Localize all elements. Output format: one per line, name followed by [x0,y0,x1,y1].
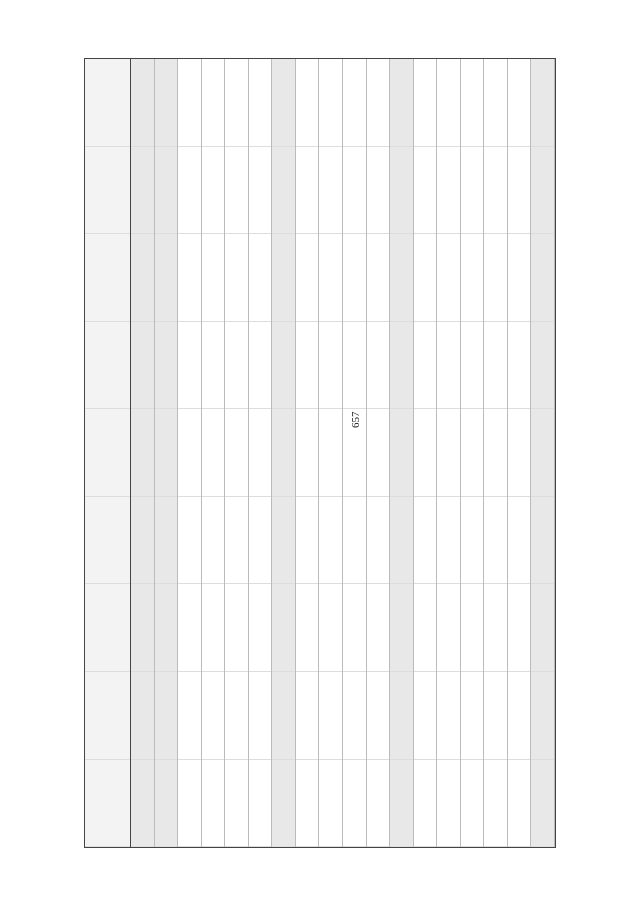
table-cell [296,497,319,585]
table-cell [178,147,201,235]
table-cell [414,497,437,585]
table-cell [367,497,390,585]
table-row [437,59,461,847]
table-row [508,59,532,847]
table-cell [367,322,390,410]
table-cell [155,760,178,848]
table-cell [131,409,154,497]
table-cell [437,322,460,410]
table-cell [225,760,248,848]
table-cell [225,322,248,410]
table-cell [461,760,484,848]
table-cell [484,59,507,147]
table-cell [531,584,554,672]
table-cell [390,672,413,760]
table-cell [437,59,460,147]
table-cell [531,497,554,585]
table-cell [202,760,225,848]
table-cell [178,497,201,585]
table-cell [155,59,178,147]
table-cell [272,409,295,497]
table-cell [508,672,531,760]
table-row [531,59,555,847]
table-cell [202,584,225,672]
table-cell [414,322,437,410]
table-row [178,59,202,847]
table-cell [437,672,460,760]
table-cell [484,760,507,848]
table-row [131,59,155,847]
table-cell [202,234,225,322]
table-cell [225,497,248,585]
table-row [484,59,508,847]
table-cell [178,234,201,322]
table-cell [343,234,366,322]
header-cell [85,497,130,585]
table-row [249,59,273,847]
table-cell [131,760,154,848]
table-cell [390,409,413,497]
table-cell [272,59,295,147]
header-cell [85,59,130,147]
table-row [202,59,226,847]
table-cell [178,59,201,147]
header-cell [85,234,130,322]
table-cell [437,234,460,322]
table-cell [343,497,366,585]
header-cell [85,409,130,497]
table-cell [319,584,342,672]
table-cell [272,672,295,760]
table-cell [367,672,390,760]
table-cell [319,760,342,848]
table-cell [390,760,413,848]
table-cell [437,584,460,672]
table-cell [367,409,390,497]
table-cell [367,59,390,147]
table-cell [508,59,531,147]
table-cell [414,59,437,147]
table-row [296,59,320,847]
table-row [155,59,179,847]
table-cell [319,234,342,322]
header-cell [85,147,130,235]
table-cell [296,234,319,322]
table-cell [225,409,248,497]
table-header [85,59,131,847]
table-cell [484,584,507,672]
table-cell [296,672,319,760]
table-cell [414,584,437,672]
table-cell [484,672,507,760]
table-cell [531,147,554,235]
table-cell [155,497,178,585]
table-cell [484,409,507,497]
table-cell [461,322,484,410]
table-cell [131,672,154,760]
table-row [390,59,414,847]
table-cell [343,672,366,760]
table-cell [178,409,201,497]
table-row [319,59,343,847]
table-cell [178,322,201,410]
table-cell [296,584,319,672]
table-cell [225,147,248,235]
table-cell [390,584,413,672]
table-cell [437,497,460,585]
table-cell [343,59,366,147]
table-cell [508,147,531,235]
table-cell [202,147,225,235]
table-cell [178,760,201,848]
table-cell [508,409,531,497]
table-cell [531,322,554,410]
table-cell [249,59,272,147]
table-cell [202,409,225,497]
table-cell [414,409,437,497]
table-cell [249,409,272,497]
table-cell [508,760,531,848]
table-cell [249,672,272,760]
table-cell [367,584,390,672]
table-row [461,59,485,847]
table-cell [414,234,437,322]
table-cell [390,322,413,410]
table-cell [272,584,295,672]
table-cell [202,497,225,585]
table-cell [343,409,366,497]
table-cell [461,147,484,235]
table-cell [131,147,154,235]
table-cell [484,497,507,585]
table-cell [131,322,154,410]
table-cell [531,760,554,848]
table-cell [319,672,342,760]
table-cell [272,234,295,322]
table-row [343,59,367,847]
table-row [272,59,296,847]
header-cell [85,672,130,760]
table-cell [225,672,248,760]
table-cell [531,59,554,147]
table-cell [319,497,342,585]
table-cell [343,147,366,235]
header-cell [85,760,130,848]
table-cell [461,59,484,147]
table-cell [249,147,272,235]
table-cell [131,234,154,322]
table-cell [296,409,319,497]
table-cell [225,584,248,672]
table-cell [178,584,201,672]
table-cell [249,760,272,848]
table-cell [155,672,178,760]
table-cell [131,584,154,672]
table-cell [319,409,342,497]
table-row [367,59,391,847]
table-cell [155,584,178,672]
table-cell [319,322,342,410]
table-cell [367,147,390,235]
table-cell [272,322,295,410]
table-cell [131,59,154,147]
table-cell [319,59,342,147]
table-row [225,59,249,847]
table-cell [390,497,413,585]
table-cell [155,234,178,322]
table-cell [461,497,484,585]
table-cell [343,760,366,848]
table-cell [437,147,460,235]
table-cell [508,322,531,410]
table-cell [202,672,225,760]
table-cell [437,760,460,848]
table-cell [414,760,437,848]
table-cell [461,672,484,760]
table-cell [343,584,366,672]
table-cell [461,584,484,672]
table-cell [508,584,531,672]
table-cell [296,59,319,147]
table-cell [202,322,225,410]
table-cell [225,234,248,322]
table-cell [484,147,507,235]
table-cell [249,497,272,585]
table-cell [367,234,390,322]
table-cell [390,147,413,235]
table-cell [296,760,319,848]
table-cell [296,147,319,235]
table-cell [414,672,437,760]
table-cell [343,322,366,410]
table-cell [508,497,531,585]
table-cell [461,234,484,322]
table-cell [155,147,178,235]
table-cell [296,322,319,410]
table-cell [155,409,178,497]
table-cell [390,59,413,147]
header-cell [85,584,130,672]
table-cell [202,59,225,147]
table-cell [367,760,390,848]
table-cell [531,234,554,322]
table-cell [484,322,507,410]
table-cell [508,234,531,322]
table-cell [319,147,342,235]
table-cell [249,234,272,322]
table-cell [249,322,272,410]
table-cell [272,760,295,848]
table-cell [131,497,154,585]
table-cell [531,409,554,497]
table-cell [390,234,413,322]
table-cell [178,672,201,760]
table-cell [155,322,178,410]
table-cell [461,409,484,497]
table-cell [484,234,507,322]
table-cell [272,147,295,235]
header-cell [85,322,130,410]
table-cell [249,584,272,672]
table-cell [437,409,460,497]
table-cell [531,672,554,760]
budget-table [84,58,556,848]
table-cell [225,59,248,147]
table-cell [272,497,295,585]
table-row [414,59,438,847]
page-number: 657 [350,411,362,428]
table-cell [414,147,437,235]
